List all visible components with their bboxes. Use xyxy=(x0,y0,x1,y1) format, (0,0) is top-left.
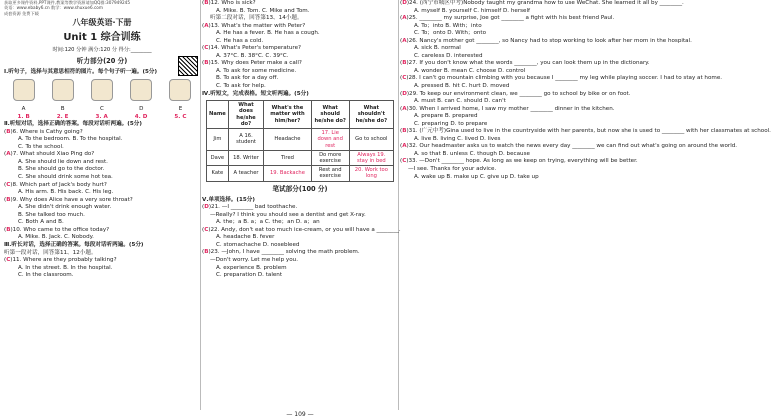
question-number: 7 xyxy=(12,151,17,158)
question-text: Who is sick? xyxy=(221,0,256,6)
answer-letter: A xyxy=(402,143,407,150)
question-text: Nancy's mother got ________, so Nancy had to stop working to look after her mom in the hospital. xyxy=(419,37,692,44)
section-2-intro: Ⅱ.听短对话，选择正确的答案。每段对话听两遍。(5分) xyxy=(4,121,142,128)
option-line: A. sick B. normal xyxy=(414,45,461,52)
question-text: What's the matter with Peter? xyxy=(221,22,306,29)
dialogue-line: —Don't worry. Let me help you. xyxy=(210,256,298,263)
qr-code-icon xyxy=(178,56,198,76)
section-5-intro: Ⅴ.单项选择。(15分) xyxy=(202,196,255,203)
question-item: (D)24. (西宁市城区中考)Nobody taught my grandma how to use WeChat. She learned it all by ________. xyxy=(400,0,684,6)
question-text: Where are they probably talking? xyxy=(23,257,117,264)
question-text: To keep our environment clean, we ________ go to school by bike or on foot. xyxy=(419,90,631,97)
picture-c-icon xyxy=(91,79,113,101)
picture-e-icon xyxy=(169,79,191,101)
question-item: (B)27. If you don't know what the words ________, you can look them up in the dictionary. xyxy=(400,60,650,67)
answer-letter: C xyxy=(204,45,209,52)
question-number: 32 xyxy=(408,143,416,150)
question-number: 31 xyxy=(408,128,416,135)
table-row: Jim A 16. student Headache 17. Lie down and rest Go to school xyxy=(207,129,394,151)
question-number: 14 xyxy=(210,45,218,52)
page-number: — 109 — xyxy=(286,411,314,418)
question-number: 29 xyxy=(409,90,417,97)
answer-letter: D xyxy=(402,0,407,6)
answer-letter: A xyxy=(204,22,209,29)
option-line: C. To ask for help. xyxy=(216,83,266,90)
picture-a-icon xyxy=(13,79,35,101)
answer-letter: B xyxy=(402,128,407,135)
listening-heading: 听力部分(20 分) xyxy=(76,56,128,65)
question-number: 11 xyxy=(12,257,20,264)
question-number: 10 xyxy=(12,226,20,233)
question-text: (西宁市城区中考)Nobody taught my grandma how to use WeChat. She learned it all by ________. xyxy=(419,0,684,6)
question-number: 33 xyxy=(408,158,416,165)
answer-letter: C xyxy=(402,158,407,165)
option-line: A. To；into B. With；into xyxy=(414,22,482,29)
option-line: A. His arm. B. His back. C. His leg. xyxy=(18,189,114,196)
answer-letter: A xyxy=(402,15,407,22)
question-list xyxy=(400,0,771,181)
option-line: A. prepare B. prepared xyxy=(414,113,478,120)
option-line: A. wake up B. make up C. give up D. take up xyxy=(414,173,539,180)
column-right xyxy=(400,0,771,181)
answer-letter: C xyxy=(6,181,11,188)
question-item: (B)31. (广元中考)Gina used to live in the countryside with her parents, but now she is used to ________ with her classmates at school. xyxy=(400,128,771,135)
table-row: Dave 18. Writer Tired Do more exercise Always 19. stay in bed xyxy=(207,150,394,165)
option-line: A. To the bedroom. B. To the hospital. xyxy=(18,136,123,143)
answer-letter: A xyxy=(402,37,407,44)
question-text: Who came to the office today? xyxy=(23,226,110,233)
question-number: 9 xyxy=(12,196,17,203)
column-divider xyxy=(398,0,399,410)
table-header-row: Name What does he/she do? What's the matter with him/her? What should he/she do? What shouldn't he/she do? xyxy=(207,101,394,129)
section-3-intro: Ⅲ.听长对话，选择正确的答案。每段对话听两遍。(5分) xyxy=(4,241,144,248)
unit-title: Unit 1 综合训练 xyxy=(63,32,141,44)
question-text: Our headmaster asks us to watch the news every day ________ we can find out what's going on around the world. xyxy=(419,143,738,150)
option-line: C. In the classroom. xyxy=(18,272,74,279)
question-text: —Don't ________ hope. As long as we keep on trying, everything will be better. xyxy=(419,158,638,165)
question-number: 21 xyxy=(211,204,219,211)
question-number: 25 xyxy=(408,15,416,22)
option-line: B. She talked too much. xyxy=(18,211,85,218)
question-number: 12 xyxy=(210,0,218,6)
book-title: 八年级英语·下册 xyxy=(72,18,132,28)
question-number: 28 xyxy=(408,75,416,82)
column-divider xyxy=(200,0,201,410)
question-text: If you don't know what the words ________, you can look them up in the dictionary. xyxy=(419,60,650,67)
option-line: C. careless D. interested xyxy=(414,52,483,59)
written-heading: 笔试部分(100 分) xyxy=(272,184,328,193)
table-row: Kate A teacher 19. Backache Rest and exercise 20. Work too long xyxy=(207,166,394,181)
dialogue-line: —Really? I think you should see a dentist and get X-ray. xyxy=(210,211,366,218)
question-text: I can't go mountain climbing with you because I ________ my leg while playing soccer. I had to stay at home. xyxy=(419,75,723,82)
answer-letter: B xyxy=(204,249,209,256)
question-number: 24 xyxy=(409,0,417,6)
answer-letter: B xyxy=(204,0,209,6)
question-number: 22 xyxy=(210,226,218,233)
question-text: Andy, don't eat too much ice-cream, or you will have a ________. xyxy=(221,226,401,233)
option-line: B. She should go to the doctor. xyxy=(18,166,105,173)
option-line: A. experience B. problem xyxy=(216,264,287,271)
question-list xyxy=(4,257,200,280)
column-middle xyxy=(202,0,401,280)
option-line: C. stomachache D. nosebleed xyxy=(216,241,300,248)
picture-b-icon xyxy=(52,79,74,101)
picture-d-icon xyxy=(130,79,152,101)
answer-letter: B xyxy=(6,226,11,233)
option-line: A. the；a B. a；a C. the；an D. a；an xyxy=(216,219,320,226)
picture-labels: A B C D E xyxy=(21,106,183,113)
question-text: (广元中考)Gina used to live in the countryside with her parents, but now she is used to ________ with her classmates at school. xyxy=(419,128,771,135)
option-line: C. preparation D. talent xyxy=(216,272,283,279)
answer-table xyxy=(206,100,394,182)
option-line: C. To；onto D. With；onto xyxy=(414,30,487,37)
question-item: (A)30. When I arrived home, I saw my mother ________ dinner in the kitchen. xyxy=(400,105,615,112)
option-line: C. To the school. xyxy=(18,143,64,150)
answer-letter: B xyxy=(6,128,11,135)
question-number: 15 xyxy=(210,60,218,67)
question-text: —John, I have ________ solving the math problem. xyxy=(221,249,360,256)
answer-letter: B xyxy=(402,60,407,67)
question-text: Why does Alice have a very sore throat? xyxy=(19,196,133,203)
option-line: C. preparing D. to prepare xyxy=(414,120,488,127)
option-line: A. In the street. B. In the hospital. xyxy=(18,264,113,271)
exam-meta: 时间:120 分钟 满分:120 分 得分:________ xyxy=(52,46,152,53)
question-item: (B)12. Who is sick? xyxy=(202,0,256,6)
section-1-answers: 1. B 2. E 3. A 4. D 5. C xyxy=(17,113,187,120)
answer-letter: C xyxy=(6,257,11,264)
question-item: (C)11. Where are they probably talking? xyxy=(4,257,117,264)
question-text: —I ________ bad toothache. xyxy=(221,204,298,211)
question-item: (B)23. —John, I have ________ solving the math problem. xyxy=(202,249,360,256)
question-item: (A)13. What's the matter with Peter? xyxy=(202,22,306,29)
question-number: 30 xyxy=(408,105,416,112)
question-number: 8 xyxy=(12,181,17,188)
question-text: What should Xiao Ping do? xyxy=(19,151,95,158)
option-line: A. Mike. B. Jack. C. Nobody. xyxy=(18,234,94,241)
option-line: A. pressed B. hit C. hurt D. moved xyxy=(414,83,510,90)
dialogue-line: 听第二段对话，回答第13、14小题。 xyxy=(210,15,303,22)
question-text: When I arrived home, I saw my mother ________ dinner in the kitchen. xyxy=(419,105,615,112)
option-line: C. She should drink some hot tea. xyxy=(18,174,113,181)
question-number: 6 xyxy=(12,128,17,135)
option-line: B. To ask for a day off. xyxy=(216,75,279,82)
answer-letter: D xyxy=(204,204,209,211)
question-item: (A)7. What should Xiao Ping do? xyxy=(4,151,95,158)
question-item: (B)10. Who came to the office today? xyxy=(4,226,110,233)
question-item: (B)9. Why does Alice have a very sore throat? xyxy=(4,196,133,203)
resource-header: 获取更多课件资料,PPT课件,教案等教学资源请加QQ群:307949245 英语：www.ebaby6.cn 数学：www.shuxue6.com 成套资源 免费下载 xyxy=(4,0,131,16)
option-line: A. so that B. unless C. though D. because xyxy=(414,150,530,157)
question-text: Why does Peter make a call? xyxy=(221,60,302,67)
question-item: (C)33. —Don't ________ hope. As long as we keep on trying, everything will be better. xyxy=(400,158,638,165)
question-list xyxy=(202,0,398,91)
question-text: What's Peter's temperature? xyxy=(221,45,302,52)
option-line: A. He has a fever. B. He has a cough. xyxy=(216,30,320,37)
option-line: A. live B. living C. lived D. lives xyxy=(414,135,501,142)
question-list xyxy=(202,204,401,279)
answer-letter: C xyxy=(402,75,407,82)
dialogue-line: —I see. Thanks for your advice. xyxy=(408,166,497,173)
question-number: 26 xyxy=(408,37,416,44)
question-item: (C)8. Which part of Jack's body hurt? xyxy=(4,181,107,188)
option-line: A. She should lie down and rest. xyxy=(18,158,108,165)
option-line: C. He has a cold. xyxy=(216,37,264,44)
option-line: A. headache B. fever xyxy=(216,234,275,241)
dialogue-intro: 听第一段对话，回答第11、12小题。 xyxy=(4,249,97,256)
answer-letter: D xyxy=(402,90,407,97)
column-left xyxy=(4,0,200,280)
answer-letter: B xyxy=(6,196,11,203)
question-item: (B)15. Why does Peter make a call? xyxy=(202,60,302,67)
question-number: 13 xyxy=(210,22,218,29)
section-4-intro: Ⅳ.听短文，完成表格。短文听两遍。(5分) xyxy=(202,90,309,97)
answer-letter: A xyxy=(402,105,407,112)
question-item: (D)29. To keep our environment clean, we ________ go to school by bike or on foot. xyxy=(400,90,631,97)
question-item: (A)26. Nancy's mother got ________, so Nancy had to stop working to look after her mom in the hospital. xyxy=(400,37,692,44)
option-line: A. 37°C. B. 38°C. C. 39°C. xyxy=(216,52,289,59)
question-item: (D)21. —I ________ bad toothache. xyxy=(202,204,298,211)
question-text: ________ my surprise, Joe got ________ a fight with his best friend Paul. xyxy=(419,15,615,22)
question-number: 23 xyxy=(210,249,218,256)
option-line: A. must B. can C. should D. can't xyxy=(414,98,506,105)
question-item: (A)32. Our headmaster asks us to watch the news every day ________ we can find out what's going on around the world. xyxy=(400,143,738,150)
question-text: Where is Cathy going? xyxy=(19,128,83,135)
answer-letter: B xyxy=(204,60,209,67)
question-text: Which part of Jack's body hurt? xyxy=(19,181,107,188)
answer-letter: A xyxy=(6,151,11,158)
option-line: A. myself B. yourself C. himself D. herself xyxy=(414,7,531,14)
question-item: (C)28. I can't go mountain climbing with you because I ________ my leg while playing soccer. I had to stay at home. xyxy=(400,75,723,82)
question-number: 27 xyxy=(408,60,416,67)
question-item: (B)6. Where is Cathy going? xyxy=(4,128,83,135)
question-item: (C)14. What's Peter's temperature? xyxy=(202,45,302,52)
section-1-intro: Ⅰ.听句子，选择与其意思相符的图片。每个句子听一遍。(5分) xyxy=(4,68,158,75)
option-line: A. To ask for some medicine. xyxy=(216,67,297,74)
picture-row xyxy=(4,79,200,103)
question-list xyxy=(4,129,200,242)
option-line: A. She didn't drink enough water. xyxy=(18,204,112,211)
answer-letter: C xyxy=(204,226,209,233)
option-line: C. Both A and B. xyxy=(18,219,64,226)
question-item: (A)25. ________ my surprise, Joe got ________ a fight with his best friend Paul. xyxy=(400,15,615,22)
option-line: A. Mike. B. Tom. C. Mike and Tom. xyxy=(216,7,310,14)
question-item: (C)22. Andy, don't eat too much ice-cream, or you will have a ________. xyxy=(202,226,401,233)
option-line: A. wonder B. mean C. choose D. control xyxy=(414,67,526,74)
